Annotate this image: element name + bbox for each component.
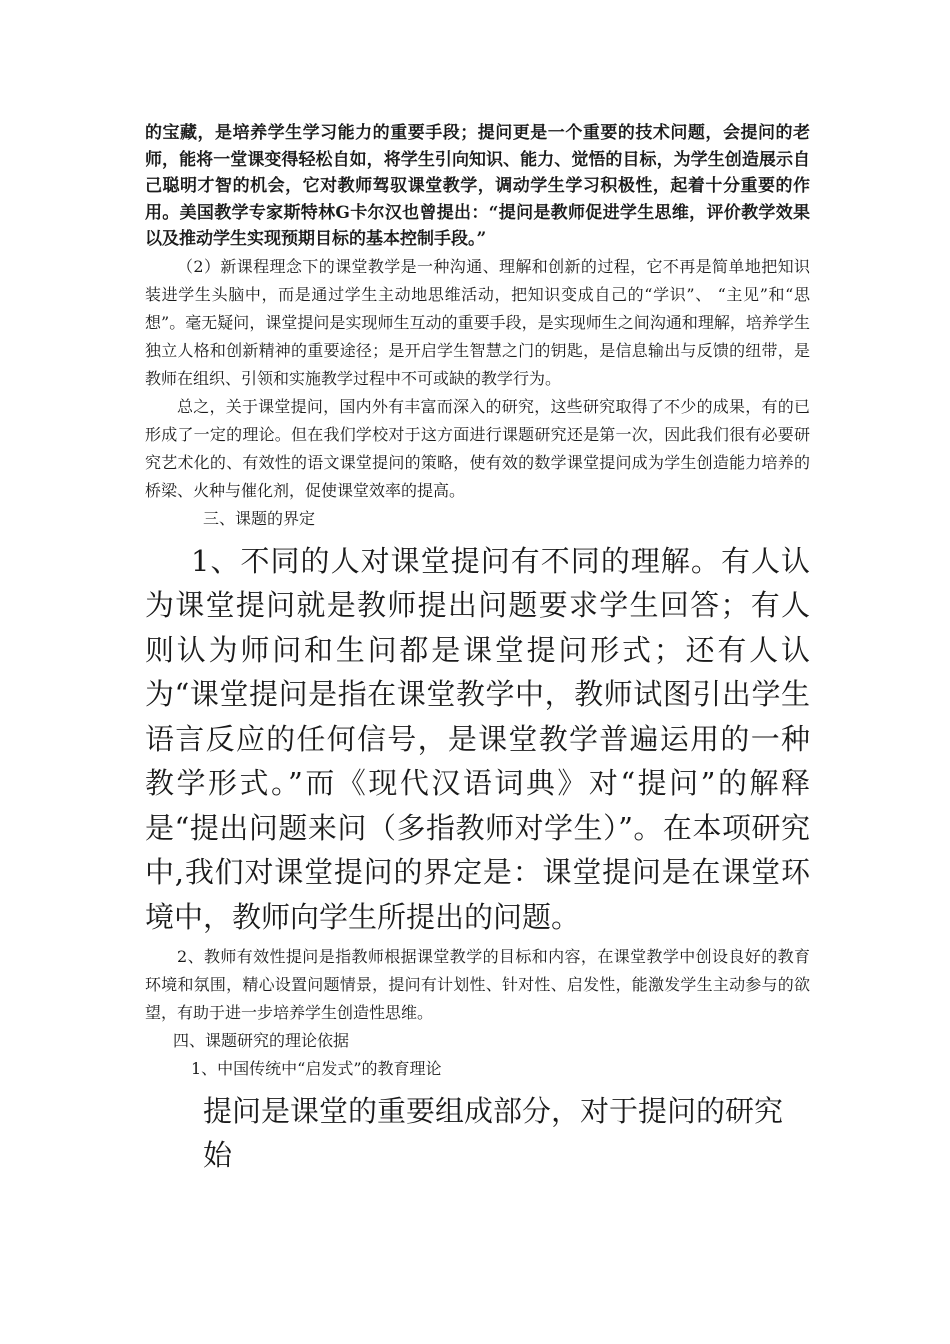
paragraph-definition-1-rest: 为课堂提问就是教师提出问题要求学生回答；有人则认为师问和生问都是课堂提问形式；还有人认为“课堂提问是指在课堂教学中，教师试图引出学生语言反应的任何信号，是课堂教学普遍运用的一种教学形式。”而《现代汉语词典》对“提问”的解释是“提出问题来问（多指教师对学生）”。在本项研究中,我们对课堂提问的界定是：课堂提问是在课堂环境中，教师向学生所提出的问题。 (145, 588, 810, 934)
section-heading-theory: 四、课题研究的理论依据 (173, 1031, 350, 1050)
paragraph-intro: 的宝藏，是培养学生学习能力的重要手段；提问更是一个重要的技术问题，会提问的老师，能将一堂课变得轻松自如，将学生引向知识、能力、觉悟的目标，为学生创造展示自己聪明才智的机会，它对教师驾驭课堂教学，调动学生学习积极性，起着十分重要的作用。美国教学专家斯特林G卡尔汉也曾提出：“提问是教师促进学生思维，评价教学效果以及推动学生实现预期目标的基本控制手段。” (145, 123, 810, 249)
paragraph-definition-1-lead: 1、不同的人对课堂提问有不同的理解。有人认 (191, 543, 810, 578)
paragraph-questioning: 提问是课堂的重要组成部分，对于提问的研究始 (203, 1094, 784, 1172)
section-heading-definition: 三、课题的界定 (203, 508, 316, 528)
subsection-heading-heuristic: 1、中国传统中“启发式”的教育理论 (191, 1059, 442, 1078)
paragraph-definition-1 (145, 539, 810, 940)
document-body (145, 120, 810, 1177)
paragraph-new-curriculum: （2）新课程理念下的课堂教学是一种沟通、理解和创新的过程，它不再是简单地把知识装进学生头脑中，而是通过学生主动地思维活动，把知识变成自己的“学识”、 “主见”和“思想”。毫无疑问，课堂提问是实现师生互动的重要手段，是实现师生之间沟通和理解，培养学生独立人格和创新精神的重要途径；是开启学生智慧之门的钥匙，是信息输出与反馈的纽带，是教师在组织、引领和实施教学过程中不可或缺的教学行为。 (145, 256, 810, 388)
paragraph-definition-2: 2、教师有效性提问是指教师根据课堂教学的目标和内容，在课堂教学中创设良好的教育环境和氛围，精心设置问题情景，提问有计划性、针对性、启发性，能激发学生主动参与的欲望，有助于进一步培养学生创造性思维。 (145, 947, 810, 1022)
paragraph-summary: 总之，关于课堂提问，国内外有丰富而深入的研究，这些研究取得了不少的成果，有的已形成了一定的理论。但在我们学校对于这方面进行课题研究还是第一次，因此我们很有必要研究艺术化的、有效性的语文课堂提问的策略，使有效的数学课堂提问成为学生创造能力培养的桥梁、火种与催化剂，促使课堂效率的提高。 (145, 396, 810, 500)
